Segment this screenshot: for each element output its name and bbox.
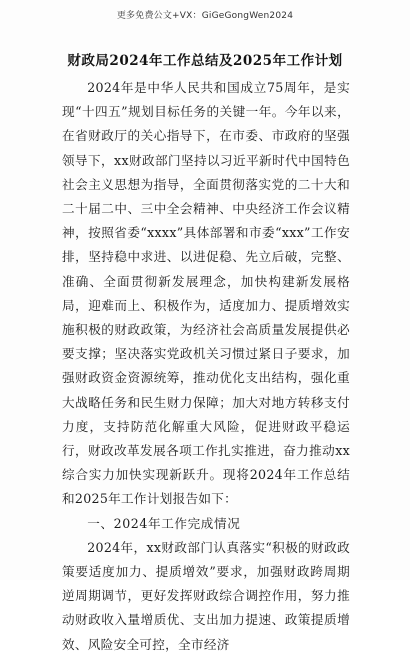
section-paragraph: 2024年，xx财政部门认真落实“积极的财政政策要适度加力、提质增效”要求，加强财政跨周期逆周期调节，更好发挥财政综合调控作用，努力推动财政收入量增质优、支出加力提速、政策提质增效、风险安全可控，全市经济 bbox=[62, 539, 350, 652]
intro-paragraph: 2024年是中华人民共和国成立75周年，是实现“十四五”规划目标任务的关键一年。今年以来，在省财政厅的关心指导下，在市委、市政府的坚强领导下，xx财政部门坚持以习近平新时代中国特色社会主义思想为指导，全面贯彻落实党的二十大和二十届二中、三中全会精神、中央经济工作会议精神，按照省委“xxxx”具体部署和市委“xxx”工作安排，坚持稳中求进、以进促稳、先立后破，完整、准确、全面贯彻新发展理念，加快构建新发展格局，迎难而上、积极作为，适度加力、提质增效实施积极的财政政策，为经济社会高质量发展提供必要支撑；坚决落实党政机关习惯过紧日子要求，加强财政资金资源统筹，推动优化支出结构，强化重大战略任务和民生财力保障；加大对地方转移支付力度，支持防范化解重大风险，促进财政平稳运行，财政改革发展各项工作扎实推进，奋力推动xx综合实力加快实现新跃升。现将2024年工作总结和2025年工作计划报告如下： bbox=[62, 80, 350, 507]
section-heading: 一、2024年工作完成情况 bbox=[87, 515, 241, 531]
document-title: 财政局2024年工作总结及2025年工作计划 bbox=[67, 53, 343, 69]
header-note: 更多免费公文+VX：GiGeGongWen2024 bbox=[116, 11, 294, 21]
document-body bbox=[62, 76, 350, 657]
